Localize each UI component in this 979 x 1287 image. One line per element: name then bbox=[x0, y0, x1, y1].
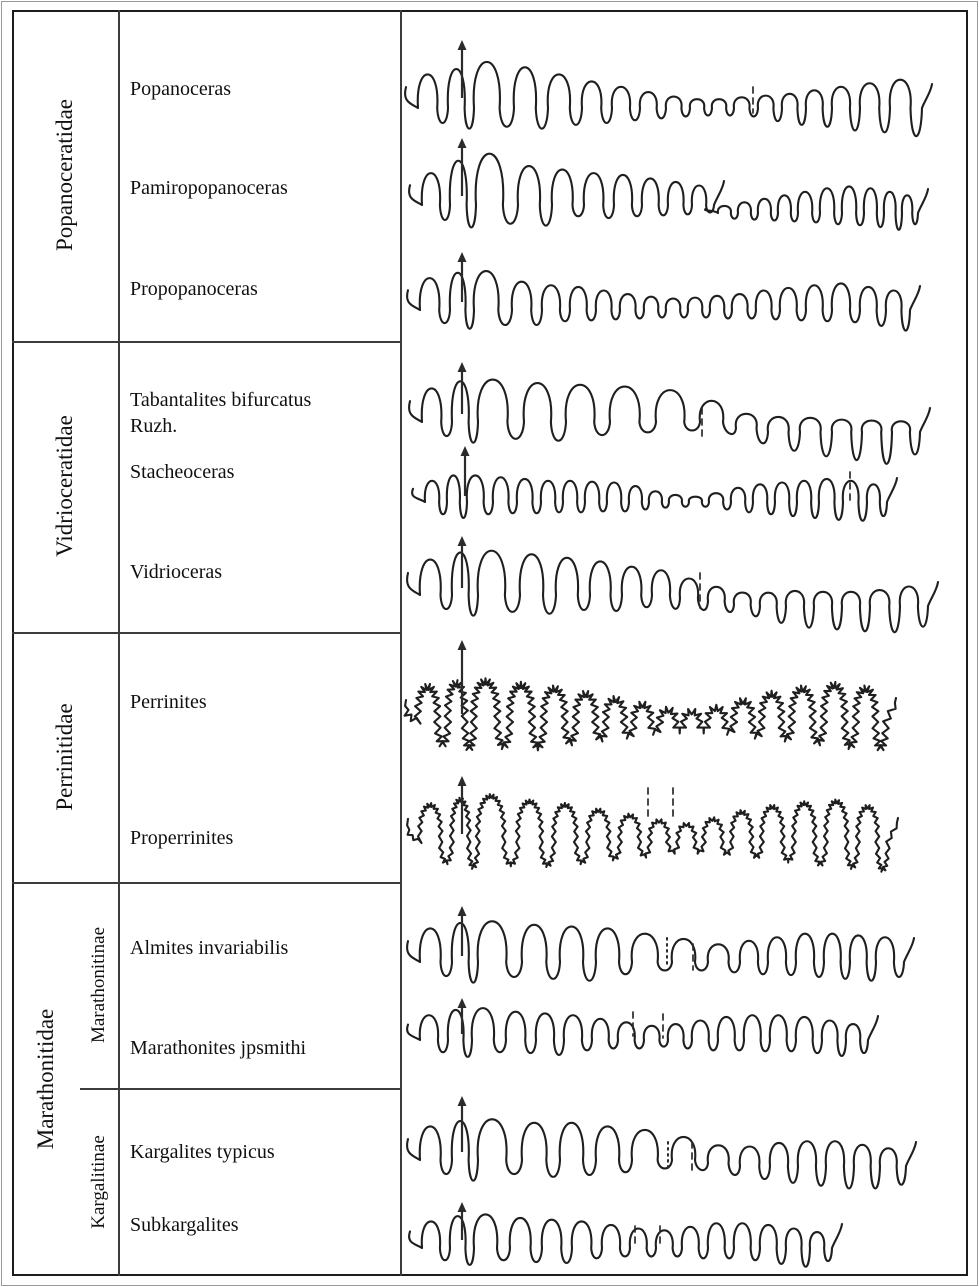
suture-line-tabantalites bbox=[409, 380, 930, 464]
family-label-vidrioceratidae: Vidrioceratidae bbox=[52, 415, 77, 557]
suture-row-propopanoceras bbox=[407, 252, 920, 331]
arrow-head bbox=[458, 906, 467, 916]
suture-row-almites bbox=[407, 906, 914, 983]
arrow-head bbox=[461, 446, 470, 456]
subfamily-label-marathonitinae: Marathonitinae bbox=[88, 926, 109, 1044]
suture-line-subkargalites bbox=[409, 1214, 842, 1266]
genus-label-properrinites: Properrinites bbox=[130, 827, 234, 849]
arrow-head bbox=[458, 536, 467, 546]
arrow-head bbox=[458, 1096, 467, 1106]
suture-line-perrinites bbox=[405, 678, 896, 750]
arrow-head bbox=[458, 1202, 467, 1212]
suture-row-perrinites bbox=[405, 640, 896, 750]
arrow-head bbox=[458, 776, 467, 786]
up-arrow-icon bbox=[458, 536, 467, 588]
suture-line-pamiropopanoceras bbox=[409, 154, 724, 228]
suture-row-subkargalites bbox=[409, 1202, 842, 1267]
up-arrow-icon bbox=[458, 906, 467, 956]
genus-label-perrinites: Perrinites bbox=[130, 691, 207, 713]
up-arrow-icon bbox=[458, 138, 467, 196]
suture-row-stacheoceras bbox=[412, 446, 897, 521]
subfamily-label-kargalitinae: Kargalitinae bbox=[88, 1135, 109, 1229]
arrow-head bbox=[458, 640, 467, 650]
suture-row-kargalites bbox=[407, 1096, 916, 1189]
arrow-head bbox=[458, 40, 467, 50]
suture-line-popanoceras bbox=[405, 62, 932, 136]
suture-row-tabantalites bbox=[409, 362, 930, 464]
genus-label-tabantalites-bifurcatus bbox=[130, 387, 311, 440]
suture-row-popanoceras bbox=[405, 40, 932, 136]
genus-label-propopanoceras: Propopanoceras bbox=[130, 278, 258, 300]
arrow-head bbox=[458, 138, 467, 148]
arrow-head bbox=[458, 252, 467, 262]
row-divider-marathonitinae-kargalitinae bbox=[80, 1088, 400, 1090]
suture-drawings-panel bbox=[400, 10, 968, 1276]
row-divider-vidrioceratidae-perrinitidae bbox=[12, 632, 400, 634]
suture-line-kargalites bbox=[407, 1119, 916, 1188]
genus-label-popanoceras: Popanoceras bbox=[130, 78, 232, 100]
column-divider-family-genus bbox=[118, 10, 120, 1276]
suture-line-pamiropopanoceras bbox=[705, 186, 928, 229]
suture-line-stacheoceras bbox=[412, 475, 897, 520]
genus-label-tabantalites-line1: Tabantalites bifurcatus bbox=[130, 389, 312, 411]
suture-row-vidrioceras bbox=[407, 536, 938, 632]
genus-label-tabantalites-line2: Ruzh. bbox=[130, 415, 178, 438]
suture-row-properrinites bbox=[407, 776, 898, 872]
row-divider-popanoceratidae-vidrioceratidae bbox=[12, 341, 400, 343]
arrow-head bbox=[458, 362, 467, 372]
suture-line-marathonites bbox=[407, 1008, 878, 1057]
genus-label-stacheoceras: Stacheoceras bbox=[130, 461, 235, 483]
suture-line-properrinites bbox=[407, 794, 898, 872]
up-arrow-icon bbox=[458, 998, 467, 1034]
suture-line-propopanoceras bbox=[407, 271, 920, 331]
suture-row-pamiropopanoceras bbox=[409, 138, 928, 230]
genus-label-vidrioceras: Vidrioceras bbox=[130, 561, 223, 583]
genus-label-marathonites-jpsmithi: Marathonites jpsmithi bbox=[130, 1037, 307, 1059]
row-divider-perrinitidae-marathonitidae bbox=[12, 882, 400, 884]
family-label-popanoceratidae: Popanoceratidae bbox=[52, 99, 77, 251]
genus-label-pamiropopanoceras: Pamiropopanoceras bbox=[130, 177, 288, 199]
genus-label-kargalites-typicus: Kargalites typicus bbox=[130, 1141, 275, 1163]
suture-line-vidrioceras bbox=[407, 551, 938, 633]
family-label-marathonitidae: Marathonitidae bbox=[33, 1008, 58, 1150]
arrow-head bbox=[458, 998, 467, 1008]
suture-line-almites bbox=[407, 921, 914, 982]
family-label-perrinitidae: Perrinitidae bbox=[52, 703, 77, 811]
suture-row-marathonites bbox=[407, 998, 878, 1057]
genus-label-almites-invariabilis: Almites invariabilis bbox=[130, 937, 289, 959]
genus-label-subkargalites: Subkargalites bbox=[130, 1214, 239, 1236]
